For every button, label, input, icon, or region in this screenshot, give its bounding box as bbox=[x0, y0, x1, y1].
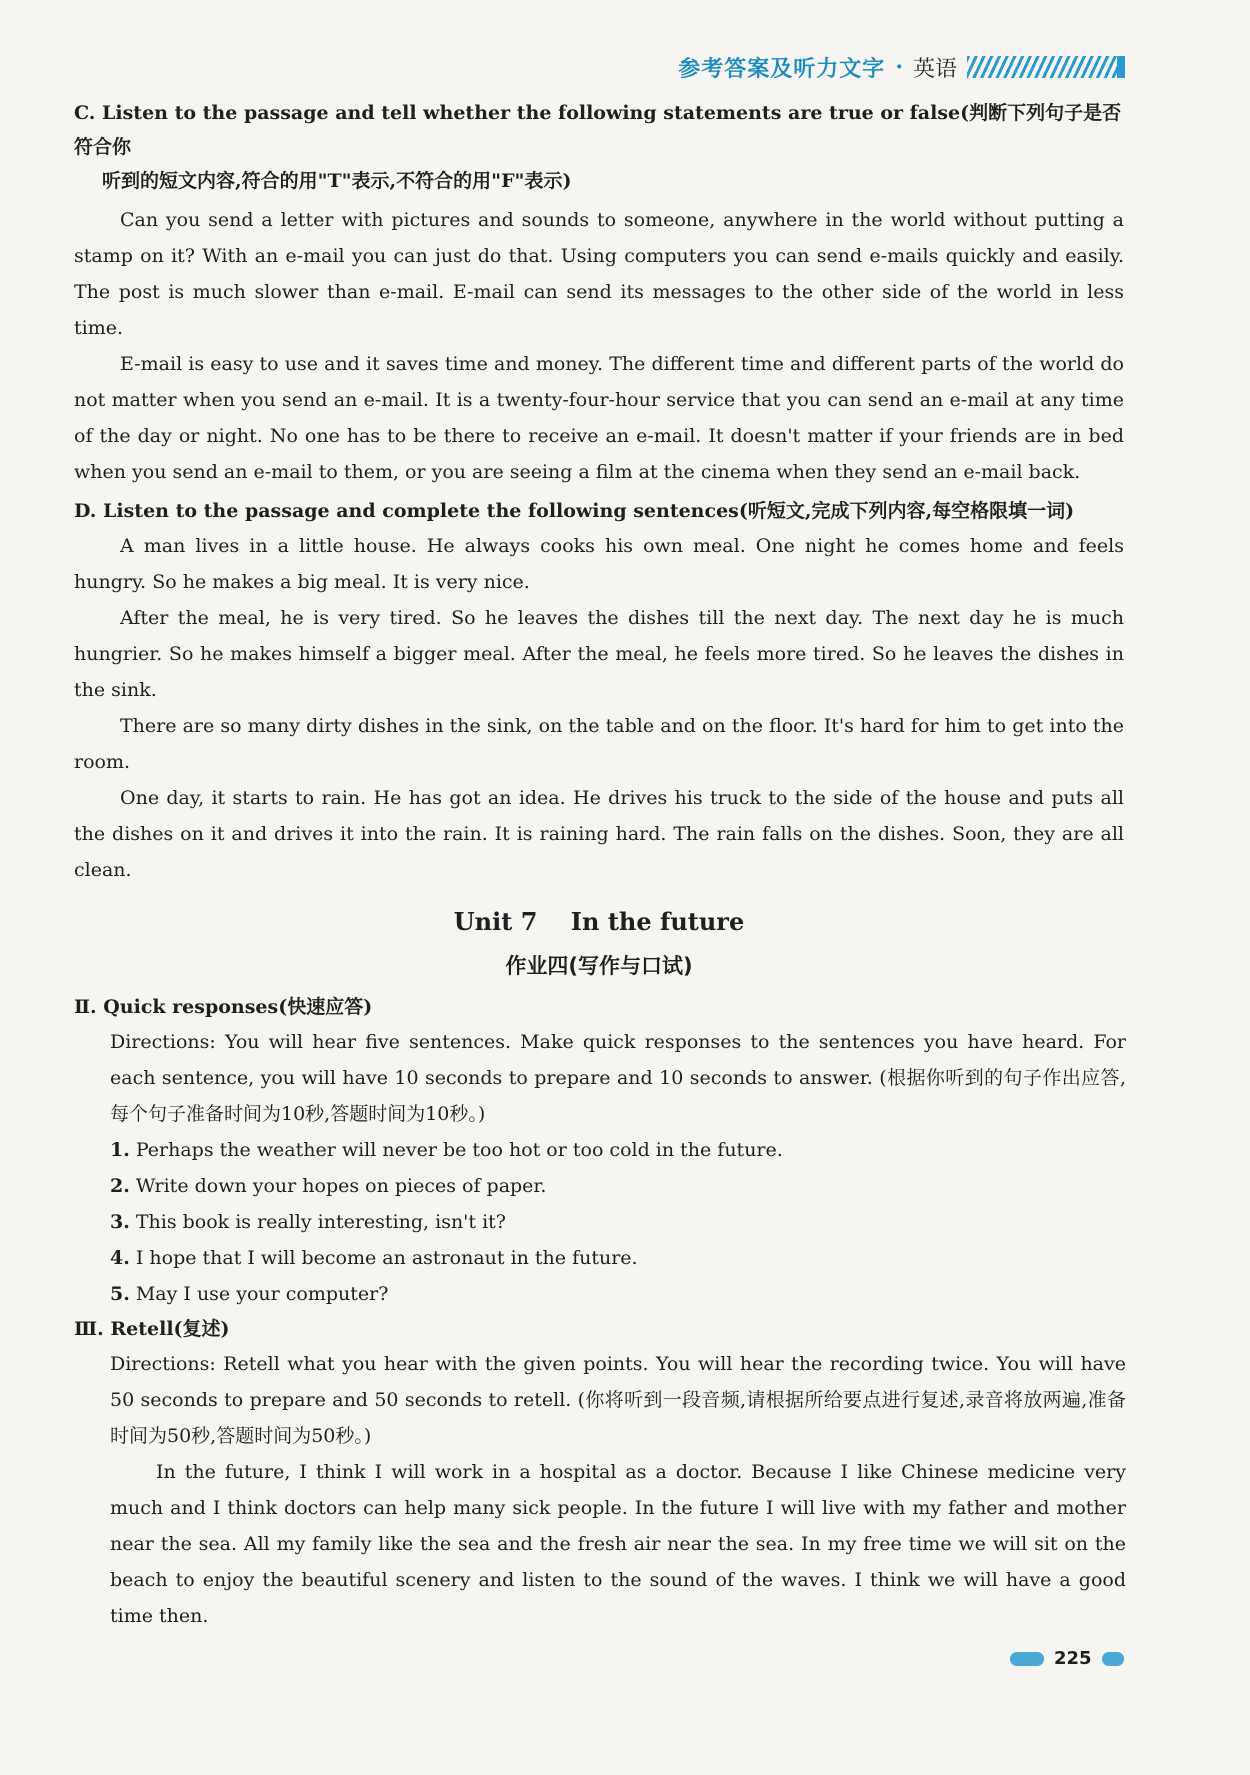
question-text: This book is really interesting, isn't it? bbox=[135, 1211, 506, 1233]
page-header bbox=[678, 50, 1125, 84]
page-number-left-decoration bbox=[1010, 1652, 1044, 1666]
section-d-paragraph: One day, it starts to rain. He has got an idea. He drives his truck to the side of the house and puts all the dishes on it and drives it into the rain. It is raining hard. The rain falls on the dishes. Soon, they are all clean. bbox=[74, 787, 1124, 881]
header-subject: 英语 bbox=[912, 56, 957, 82]
unit-title: Unit 7 In the future bbox=[453, 907, 745, 936]
section-iii-text: In the future, I think I will work in a hospital as a doctor. Because I like Chinese medicine very much and I think doctors can help many sick people. In the future I will live with my father and mother near the sea. All my family like the sea and the fresh air near the sea. In my free time we will sit on the beach to enjoy the beautiful scenery and listen to the sound of the waves. I think we will have a good time then. bbox=[110, 1461, 1126, 1627]
question-text: Write down your hopes on pieces of paper. bbox=[135, 1175, 547, 1197]
section-c-paragraph: E-mail is easy to use and it saves time and money. The different time and different parts of the world do not matter when you send an e-mail. It is a twenty-four-hour service that you can send an e-mail at any time of the day or night. No one has to be there to receive an e-mail. It doesn't matter if your friends are in bed when you send an e-mail to them, or you are seeing a film at the cinema when they send an e-mail back. bbox=[74, 353, 1124, 483]
section-iii-directions: Directions: Retell what you hear with the given points. You will hear the recording twice. You will have 50 seconds to prepare and 50 seconds to retell. (你将听到一段音频,请根据所给要点进行复述,录音将放两遍,准备时间为50秒,答题时间为50秒。) bbox=[110, 1353, 1126, 1447]
section-ii-body bbox=[110, 1024, 1126, 1312]
question-number: 2. bbox=[110, 1175, 130, 1197]
section-c-title-cont: 听到的短文内容,符合的用"T"表示,不符合的用"F"表示) bbox=[102, 170, 572, 192]
section-d-paragraph: There are so many dirty dishes in the sink, on the table and on the floor. It's hard for him to get into the room. bbox=[74, 715, 1124, 773]
page-number-area bbox=[1010, 1648, 1124, 1669]
page-number-right-decoration bbox=[1102, 1652, 1124, 1666]
header-title: 参考答案及听力文字 bbox=[678, 56, 886, 82]
header-stripes-decoration bbox=[967, 56, 1125, 78]
page-number: 225 bbox=[1054, 1648, 1092, 1669]
question-number: 1. bbox=[110, 1139, 130, 1161]
homework-title: 作业四(写作与口试) bbox=[505, 954, 693, 978]
page-content bbox=[74, 96, 1124, 1634]
list-item bbox=[110, 1276, 1126, 1312]
question-text: I hope that I will become an astronaut in the future. bbox=[135, 1247, 638, 1269]
section-c-title: C. Listen to the passage and tell whether the following statements are true or false(判断下列句子是否符合你 bbox=[74, 102, 1122, 158]
section-iii-title: Ⅲ. Retell(复述) bbox=[74, 1318, 230, 1340]
section-c-paragraph: Can you send a letter with pictures and sounds to someone, anywhere in the world without putting a stamp on it? With an e-mail you can just do that. Using computers you can send e-mails quickly and easily. The post is much slower than e-mail. E-mail can send its messages to the other side of the world in less time. bbox=[74, 209, 1124, 339]
section-ii-directions: Directions: You will hear five sentences. Make quick responses to the sentences you have heard. For each sentence, you will have 10 seconds to prepare and 10 seconds to answer. (根据你听到的句子作出应答,每个句子准备时间为10秒,答题时间为10秒。) bbox=[110, 1031, 1126, 1125]
list-item bbox=[110, 1240, 1126, 1276]
question-text: May I use your computer? bbox=[135, 1283, 389, 1305]
section-iii-body bbox=[110, 1346, 1126, 1634]
question-list bbox=[110, 1132, 1126, 1312]
section-d-title: D. Listen to the passage and complete the following sentences(听短文,完成下列内容,每空格限填一词) bbox=[74, 500, 1075, 522]
section-d-paragraph: After the meal, he is very tired. So he leaves the dishes till the next day. The next day he is much hungrier. So he makes himself a bigger meal. After the meal, he feels more tired. So he leaves the dishes in the sink. bbox=[74, 607, 1124, 701]
section-d-paragraph: A man lives in a little house. He always cooks his own meal. One night he comes home and feels hungry. So he makes a big meal. It is very nice. bbox=[74, 535, 1124, 593]
list-item bbox=[110, 1132, 1126, 1168]
question-number: 5. bbox=[110, 1283, 130, 1305]
list-item bbox=[110, 1168, 1126, 1204]
question-text: Perhaps the weather will never be too hot or too cold in the future. bbox=[135, 1139, 783, 1161]
section-ii-title: Ⅱ. Quick responses(快速应答) bbox=[74, 996, 373, 1018]
list-item bbox=[110, 1204, 1126, 1240]
question-number: 3. bbox=[110, 1211, 130, 1233]
header-separator: · bbox=[895, 54, 903, 80]
question-number: 4. bbox=[110, 1247, 130, 1269]
